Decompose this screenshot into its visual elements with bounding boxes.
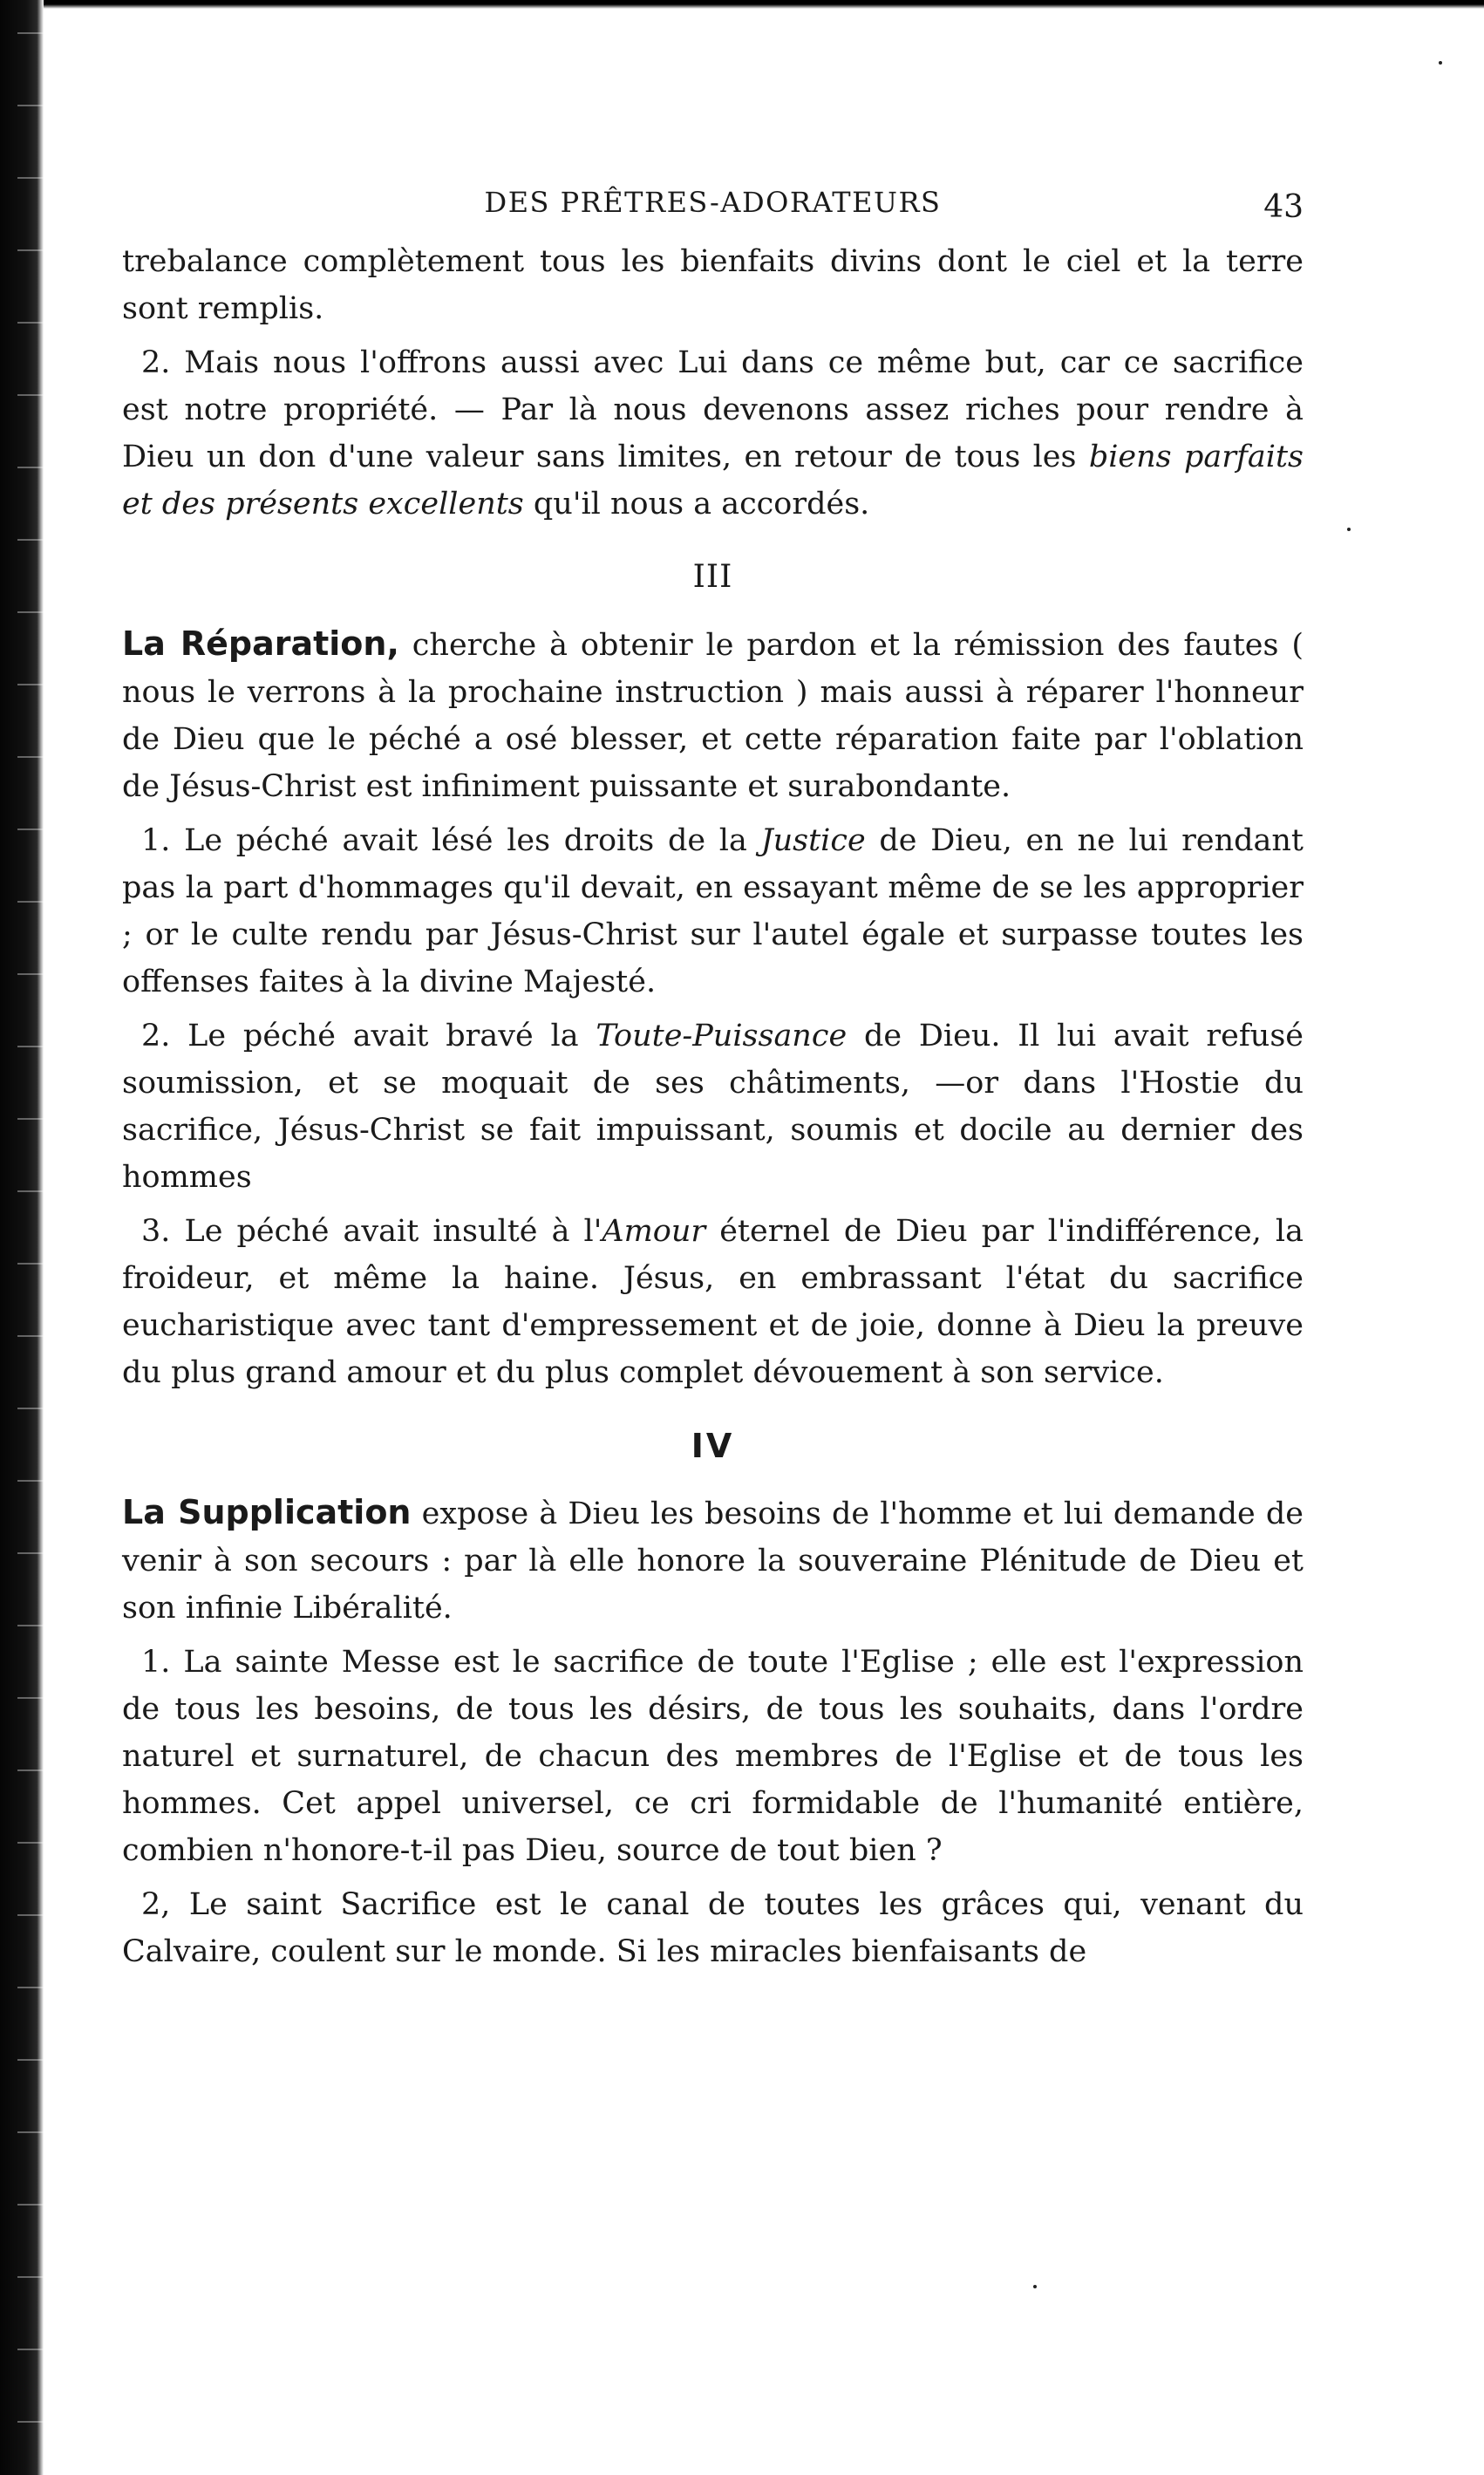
italic-phrase: Toute-Puissance bbox=[596, 1019, 848, 1053]
paragraph-supplication-item1: 1. La sainte Messe est le sacrifice de toute l'Eglise ; elle est l'expression de tous les besoins, de tous les désirs, de tous les souhaits, dans l'ordre naturel et surnaturel, de chacun des membres de l'Eglise et de tous les hommes. Cet appel universel, ce cri formidable de l'humanité entière, combien n'honore-t-il pas Dieu, source de tout bien ? bbox=[122, 1645, 1304, 1868]
paragraph-section2-item2 bbox=[122, 339, 1304, 528]
running-title: DES PRÊTRES-ADORATEURS bbox=[484, 186, 942, 219]
intro-text: cherche à obtenir le pardon et la rémission des fautes ( nous le verrons à la prochaine instruction ) mais aussi à réparer l'honneur de Dieu que le péché a osé blesser, et cette réparation faite par l'oblation de Jésus-Christ est infiniment puissante et surabondante. bbox=[122, 628, 1304, 804]
page-top-edge bbox=[44, 0, 1484, 9]
paragraph-reparation-intro bbox=[122, 620, 1304, 810]
item-text: 2. Mais nous l'offrons aussi avec Lui dans ce même but, car ce sacrifice est notre propriété. — Par là nous devenons assez riches pour rendre à Dieu un don d'une valeur sans limites, en retour de tous les bbox=[122, 345, 1304, 474]
paragraph-continuation: trebalance complètement tous les bienfaits divins dont le ciel et la terre sont remplis. bbox=[122, 244, 1304, 326]
section-numeral-iv: IV bbox=[691, 1427, 735, 1465]
item-text-end: de Dieu, en ne lui rendant pas la part d'hommages qu'il devait, en essayant même de se les approprier ; or le culte rendu par Jésus-Christ sur l'autel égale et surpasse toutes les offenses faites à la divine Majesté. bbox=[122, 823, 1304, 999]
running-header bbox=[122, 179, 1304, 231]
paragraph-supplication-intro bbox=[122, 1489, 1304, 1632]
item-text-end: de Dieu. Il lui avait refusé soumission, et se moquait de ses châtiments, —or dans l'Hostie du sacrifice, Jésus-Christ se fait impuissant, soumis et docile au dernier des hommes bbox=[122, 1019, 1304, 1195]
italic-phrase: biens parfaits et des présents excellents bbox=[122, 440, 1304, 522]
paragraph-reparation-item2 bbox=[122, 1012, 1304, 1201]
paper-speck bbox=[1033, 2285, 1037, 2288]
item-text-end: éternel de Dieu par l'indifférence, la froideur, et même la haine. Jésus, en embrassant l'état du sacrifice eucharistique avec tant d'empressement et de joie, donne à Dieu la preuve du plus grand amour et du plus complet dévouement à son service. bbox=[122, 1214, 1304, 1390]
italic-phrase: Amour bbox=[602, 1214, 706, 1249]
book-page bbox=[122, 179, 1304, 1982]
item-text-end: qu'il nous a accordés. bbox=[523, 487, 870, 522]
paragraph-supplication-item2: 2, Le saint Sacrifice est le canal de toutes les grâces qui, venant du Calvaire, coulent sur le monde. Si les miracles bienfaisants de bbox=[122, 1887, 1304, 1969]
item-text: 3. Le péché avait insulté à l' bbox=[141, 1214, 602, 1249]
italic-phrase: Justice bbox=[760, 823, 866, 858]
paper-speck bbox=[1439, 61, 1442, 65]
intro-text: expose à Dieu les besoins de l'homme et lui demande de venir à son secours : par là elle honore la souveraine Plénitude de Dieu et son infinie Libéralité. bbox=[122, 1497, 1304, 1626]
spine-texture bbox=[17, 0, 44, 2475]
section-lead-supplication: La Supplication bbox=[122, 1493, 412, 1531]
paper-speck bbox=[1347, 528, 1351, 531]
page-number: 43 bbox=[1263, 189, 1304, 225]
paragraph-reparation-item1 bbox=[122, 817, 1304, 1006]
section-numeral-iii: III bbox=[692, 559, 733, 595]
item-text: 2. Le péché avait bravé la bbox=[141, 1019, 596, 1053]
item-text: 1. Le péché avait lésé les droits de la bbox=[141, 823, 761, 858]
section-lead-reparation: La Réparation, bbox=[122, 624, 399, 663]
paragraph-reparation-item3 bbox=[122, 1208, 1304, 1396]
